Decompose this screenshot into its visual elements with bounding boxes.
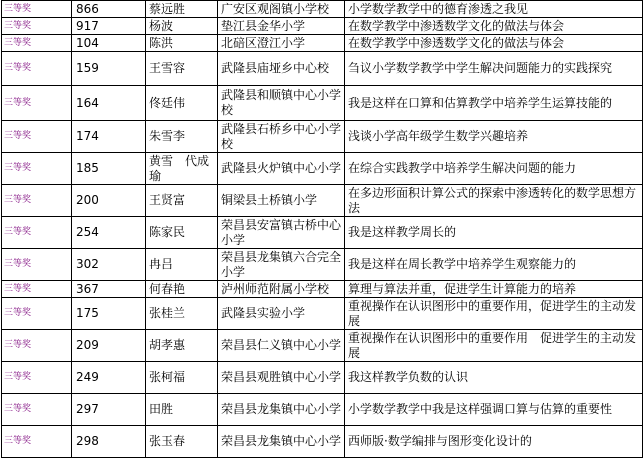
number-cell: 249 [72, 362, 146, 394]
author-cell: 黄雪 代成瑜 [146, 153, 218, 185]
school-cell: 广安区观阁镇小学校 [218, 1, 345, 18]
author-cell: 王雪容 [146, 52, 218, 86]
school-cell: 垫江县金华小学 [218, 18, 345, 35]
school-cell: 荣昌县安富镇古桥中心小学 [218, 217, 345, 249]
number-cell: 298 [72, 426, 146, 458]
author-cell: 张柯福 [146, 362, 218, 394]
table-row [2, 217, 643, 249]
table-row [2, 249, 643, 281]
table-row [2, 394, 643, 426]
paper-title-cell: 重视操作在认识图形中的重要作用，促进学生的主动发展 [345, 298, 643, 330]
paper-title-cell: 浅谈小学高年级学生数学兴趣培养 [345, 121, 643, 153]
table-row [2, 298, 643, 330]
award-cell: 三等奖 [2, 426, 72, 458]
school-cell: 武隆县实验小学 [218, 298, 345, 330]
author-cell: 蔡远胜 [146, 1, 218, 18]
paper-title-cell: 我是这样在口算和估算教学中培养学生运算技能的 [345, 86, 643, 121]
table-row [2, 121, 643, 153]
number-cell: 367 [72, 281, 146, 298]
awards-table-body [2, 1, 643, 458]
author-cell: 胡孝惠 [146, 330, 218, 362]
paper-title-cell: 西师版·数学编排与图形变化设计的 [345, 426, 643, 458]
author-cell: 何春艳 [146, 281, 218, 298]
number-cell: 200 [72, 185, 146, 217]
number-cell: 917 [72, 18, 146, 35]
award-cell: 三等奖 [2, 185, 72, 217]
paper-title-cell: 在数学教学中渗透数学文化的做法与体会 [345, 18, 643, 35]
table-row [2, 185, 643, 217]
number-cell: 174 [72, 121, 146, 153]
number-cell: 159 [72, 52, 146, 86]
table-row [2, 281, 643, 298]
number-cell: 104 [72, 35, 146, 52]
school-cell: 武隆县火炉镇中心小学 [218, 153, 345, 185]
school-cell: 荣昌县龙集镇中心小学 [218, 394, 345, 426]
paper-title-cell: 在多边形面积计算公式的探索中渗透转化的数学思想方法 [345, 185, 643, 217]
paper-title-cell: 我这样教学负数的认识 [345, 362, 643, 394]
author-cell: 朱雪李 [146, 121, 218, 153]
table-row [2, 52, 643, 86]
author-cell: 冉吕 [146, 249, 218, 281]
award-cell: 三等奖 [2, 298, 72, 330]
paper-title-cell: 小学数学教学中我是这样强调口算与估算的重要性 [345, 394, 643, 426]
author-cell: 王贤富 [146, 185, 218, 217]
award-cell: 三等奖 [2, 362, 72, 394]
school-cell: 荣昌县龙集镇中心小学 [218, 426, 345, 458]
school-cell: 武隆县庙垭乡中心校 [218, 52, 345, 86]
award-cell: 三等奖 [2, 52, 72, 86]
author-cell: 佟廷伟 [146, 86, 218, 121]
number-cell: 302 [72, 249, 146, 281]
number-cell: 209 [72, 330, 146, 362]
paper-title-cell: 小学数学教学中的德育渗透之我见 [345, 1, 643, 18]
award-cell: 三等奖 [2, 153, 72, 185]
school-cell: 泸州师范附属小学校 [218, 281, 345, 298]
award-cell: 三等奖 [2, 249, 72, 281]
award-cell: 三等奖 [2, 330, 72, 362]
table-row [2, 362, 643, 394]
award-cell: 三等奖 [2, 35, 72, 52]
table-row [2, 18, 643, 35]
paper-title-cell: 我是这样在周长教学中培养学生观察能力的 [345, 249, 643, 281]
table-row [2, 153, 643, 185]
award-cell: 三等奖 [2, 281, 72, 298]
school-cell: 荣昌县仁义镇中心小学 [218, 330, 345, 362]
author-cell: 陈洪 [146, 35, 218, 52]
table-row [2, 86, 643, 121]
paper-title-cell: 刍议小学数学教学中学生解决问题能力的实践探究 [345, 52, 643, 86]
table-row [2, 330, 643, 362]
award-cell: 三等奖 [2, 121, 72, 153]
awards-table [1, 0, 643, 458]
school-cell: 武隆县和顺镇中心小学校 [218, 86, 345, 121]
author-cell: 张玉春 [146, 426, 218, 458]
number-cell: 866 [72, 1, 146, 18]
author-cell: 陈家民 [146, 217, 218, 249]
school-cell: 北碚区澄江小学 [218, 35, 345, 52]
number-cell: 175 [72, 298, 146, 330]
paper-title-cell: 重视操作在认识图形中的重要作用 促进学生的主动发展 [345, 330, 643, 362]
award-cell: 三等奖 [2, 18, 72, 35]
number-cell: 297 [72, 394, 146, 426]
school-cell: 荣昌县观胜镇中心小学 [218, 362, 345, 394]
author-cell: 张桂兰 [146, 298, 218, 330]
award-cell: 三等奖 [2, 1, 72, 18]
school-cell: 铜梁县土桥镇小学 [218, 185, 345, 217]
author-cell: 杨波 [146, 18, 218, 35]
paper-title-cell: 在综合实践教学中培养学生解决问题的能力 [345, 153, 643, 185]
number-cell: 185 [72, 153, 146, 185]
table-row [2, 1, 643, 18]
school-cell: 荣昌县龙集镇六合完全小学 [218, 249, 345, 281]
table-row [2, 426, 643, 458]
paper-title-cell: 算理与算法并重，促进学生计算能力的培养 [345, 281, 643, 298]
award-cell: 三等奖 [2, 394, 72, 426]
paper-title-cell: 我是这样教学周长的 [345, 217, 643, 249]
table-row [2, 35, 643, 52]
number-cell: 164 [72, 86, 146, 121]
award-cell: 三等奖 [2, 217, 72, 249]
school-cell: 武隆县石桥乡中心小学校 [218, 121, 345, 153]
author-cell: 田胜 [146, 394, 218, 426]
paper-title-cell: 在数学教学中渗透数学文化的做法与体会 [345, 35, 643, 52]
award-cell: 三等奖 [2, 86, 72, 121]
number-cell: 254 [72, 217, 146, 249]
